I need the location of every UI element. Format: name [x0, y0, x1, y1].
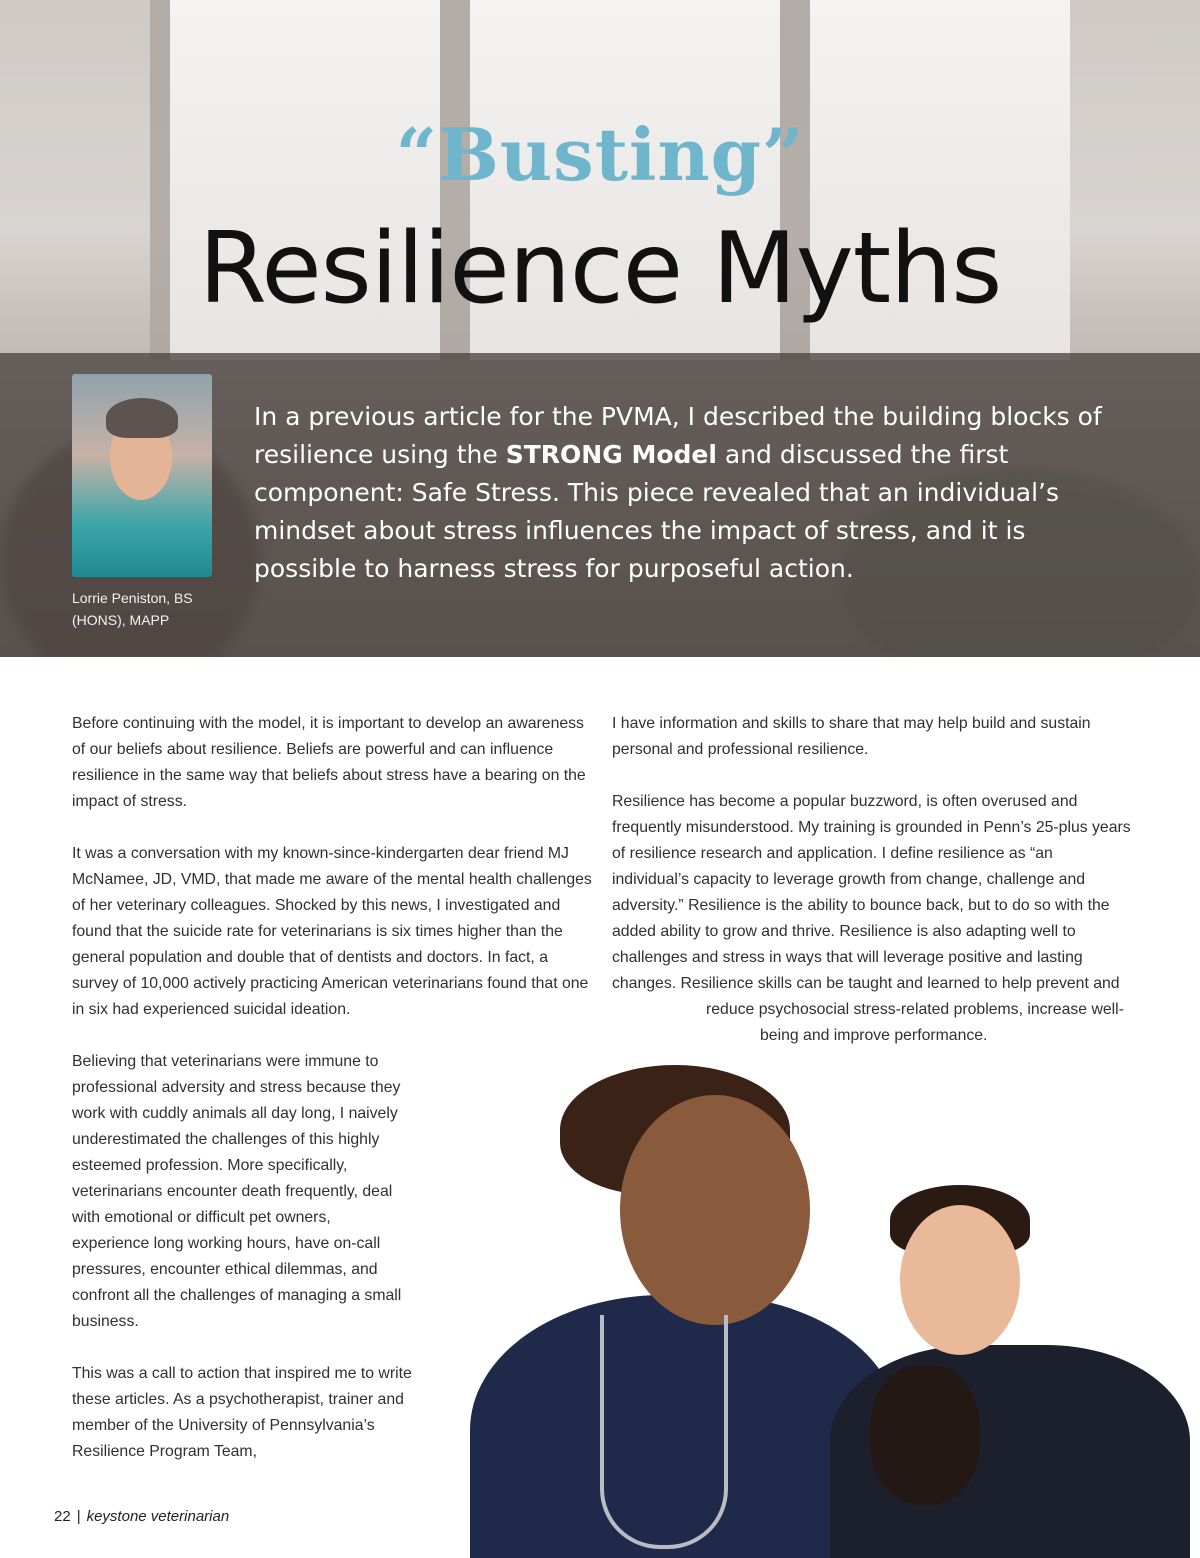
body-paragraph: Before continuing with the model, it is important to develop an awareness of our beliefs about resilience. Beliefs are powerful and can influence resilience in the same way that beliefs about stress have a bearing on the impact of stress. — [72, 715, 586, 810]
page-footer — [54, 1508, 229, 1525]
intro-text-part1: In a previous article for the PVMA, I described the building blocks of resilience using the — [254, 402, 1102, 469]
body-paragraph — [612, 789, 1132, 1049]
intro-text-part2: and discussed the first component: Safe Stress. This piece revealed that an individual’s mindset about stress influences the impact of stress, and it is possible to harness stress for purposeful action. — [254, 440, 1060, 583]
right-column — [612, 711, 1132, 1049]
intro-text-bold: STRONG Model — [505, 440, 717, 469]
header-photo — [0, 0, 1200, 657]
vet-face — [620, 1095, 810, 1325]
author-hair — [106, 398, 178, 438]
vet-and-child-photo — [470, 1065, 1200, 1558]
body-text-line: being and improve performance. — [760, 1027, 988, 1044]
footer-separator: | — [76, 1508, 81, 1525]
body-text-line: reduce psychosocial stress-related problems, increase well- — [706, 1001, 1124, 1018]
intro-paragraph — [254, 398, 1134, 588]
stethoscope-icon — [600, 1315, 728, 1549]
body-paragraph: Believing that veterinarians were immune to professional adversity and stress because they work with cuddly animals all day long, I naively underestimated the challenges of this highly esteemed profession. More specifically, veterinarians encounter death frequently, deal with emotional or difficult pet owners, experience long working hours, have on-call pressures, encounter ethical dilemmas, and confront all the challenges of managing a small business. — [72, 1053, 402, 1330]
child-face — [900, 1205, 1020, 1355]
author-photo — [72, 374, 212, 577]
body-paragraph: It was a conversation with my known-since-kindergarten dear friend MJ McNamee, JD, VMD, that made me aware of the mental health challenges of her veterinary colleagues. Shocked by this news, I investigated and found that the suicide rate for veterinarians is six times higher than the general population and double that of dentists and doctors. In fact, a survey of 10,000 actively practicing American veterinarians found that one in six had experienced suicidal ideation. — [72, 845, 592, 1018]
page-title: Resilience Myths — [198, 212, 1002, 326]
body-paragraph: I have information and skills to share that may help build and sustain personal and professional resilience. — [612, 715, 1091, 758]
puppy — [870, 1365, 980, 1505]
publication-name: keystone veterinarian — [86, 1508, 230, 1525]
body-text: Resilience has become a popular buzzword, is often overused and frequently misunderstood. My training is grounded in Penn’s 25-plus years of resilience research and application. I define resilience as “an individual’s capacity to leverage growth from change, challenge and adversity.” Resilience is the ability to bounce back, but to do so with the added ability to grow and thrive. Resilience is also adapting well to challenges and stress in ways that will leverage positive and lasting changes. Resilience skills can be taught and learned to help prevent and — [612, 793, 1131, 992]
title-busting: “Busting” — [395, 112, 805, 197]
page-number: 22 — [54, 1508, 71, 1525]
author-caption: Lorrie Peniston, BS (HONS), MAPP — [72, 590, 193, 628]
body-paragraph: This was a call to action that inspired me to write these articles. As a psychotherapist, trainer and member of the University of Pennsylvania’s Resilience Program Team, — [72, 1365, 412, 1460]
